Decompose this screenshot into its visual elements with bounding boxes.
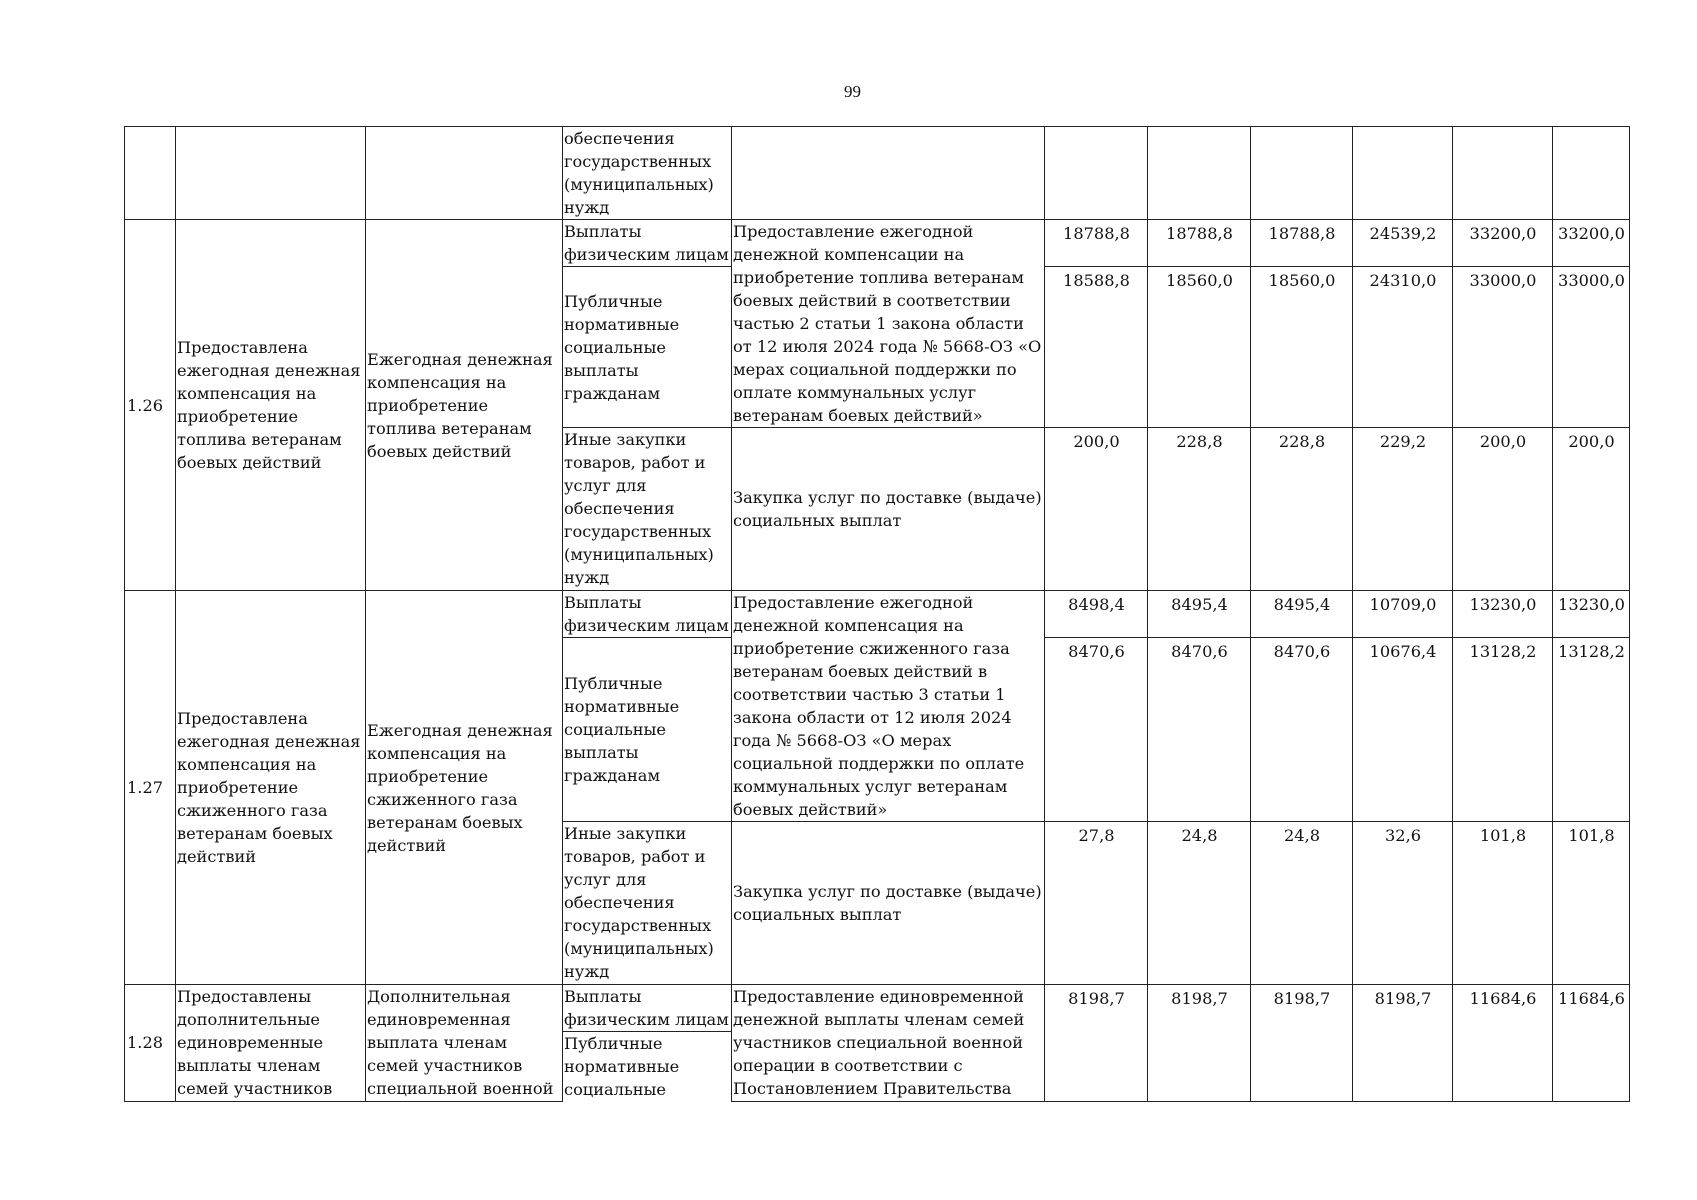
cell-value (1553, 127, 1630, 220)
cell-expense-type: Иные закупки товаров, работ и услуг для обеспечения государственных (муниципальных) нужд (563, 822, 732, 985)
cell-expense-type: Выплаты физическим лицам (563, 220, 732, 267)
cell-value: 8198,7 (1353, 985, 1453, 1102)
cell-value: 18560,0 (1251, 267, 1353, 428)
cell-code (125, 127, 176, 220)
cell-value: 10676,4 (1353, 638, 1453, 822)
table-row (125, 220, 1630, 267)
cell-expense-type: Публичные нормативные социальные (563, 1032, 732, 1102)
cell-value: 32,6 (1353, 822, 1453, 985)
cell-event: Дополнительная единовременная выплата членам семей участников специальной военной (366, 985, 563, 1102)
cell-value: 13128,2 (1453, 638, 1553, 822)
cell-value: 13230,0 (1553, 591, 1630, 638)
cell-description (732, 127, 1045, 220)
cell-value: 18560,0 (1148, 267, 1251, 428)
cell-expense-type: Выплаты физическим лицам (563, 591, 732, 638)
cell-value (1148, 127, 1251, 220)
cell-value: 33000,0 (1453, 267, 1553, 428)
cell-value: 8498,4 (1045, 591, 1148, 638)
cell-expense-type: Публичные нормативные социальные выплаты гражданам (563, 638, 732, 822)
cell-value: 13128,2 (1553, 638, 1630, 822)
table-row (125, 591, 1630, 638)
cell-value: 8495,4 (1148, 591, 1251, 638)
cell-value: 18788,8 (1045, 220, 1148, 267)
cell-result: Предоставлена ежегодная денежная компенсация на приобретение сжиженного газа ветеранам боевых действий (176, 591, 366, 985)
page-number: 99 (844, 82, 861, 101)
cell-value: 33200,0 (1453, 220, 1553, 267)
budget-table (124, 126, 1630, 1102)
cell-value: 18788,8 (1148, 220, 1251, 267)
cell-value: 228,8 (1251, 428, 1353, 591)
cell-value: 8470,6 (1251, 638, 1353, 822)
cell-description: Предоставление ежегодной денежной компенсации на приобретение топлива ветеранам боевых действий в соответствии частью 2 статьи 1 закона области от 12 июля 2024 года № 5668-ОЗ «О мерах социальной поддержки по оплате коммунальных услуг ветеранам боевых действий» (732, 220, 1045, 428)
cell-value: 24,8 (1251, 822, 1353, 985)
cell-event (366, 127, 563, 220)
cell-description: Предоставление единовременной денежной выплаты членам семей участников специальной военной операции в соответствии с Постановлением Правительства (732, 985, 1045, 1102)
cell-expense-type: обеспечения государственных (муниципальных) нужд (563, 127, 732, 220)
cell-value: 228,8 (1148, 428, 1251, 591)
cell-expense-type: Публичные нормативные социальные выплаты гражданам (563, 267, 732, 428)
cell-value: 18588,8 (1045, 267, 1148, 428)
cell-description: Предоставление ежегодной денежной компенсация на приобретение сжиженного газа ветеранам боевых действий в соответствии частью 3 статьи 1 закона области от 12 июля 2024 года № 5668-ОЗ «О мерах социальной поддержки по оплате коммунальных услуг ветеранам боевых действий» (732, 591, 1045, 822)
cell-event: Ежегодная денежная компенсация на приобретение топлива ветеранам боевых действий (366, 220, 563, 591)
cell-value: 24,8 (1148, 822, 1251, 985)
cell-value: 27,8 (1045, 822, 1148, 985)
cell-value: 8495,4 (1251, 591, 1353, 638)
cell-value: 200,0 (1453, 428, 1553, 591)
cell-value (1045, 127, 1148, 220)
cell-result: Предоставлена ежегодная денежная компенсация на приобретение топлива ветеранам боевых действий (176, 220, 366, 591)
cell-result: Предоставлены дополнительные единовременные выплаты членам семей участников (176, 985, 366, 1102)
cell-expense-type: Иные закупки товаров, работ и услуг для обеспечения государственных (муниципальных) нужд (563, 428, 732, 591)
cell-value: 8470,6 (1148, 638, 1251, 822)
cell-value: 101,8 (1553, 822, 1630, 985)
continuation-row (125, 127, 1630, 220)
table-row (125, 985, 1630, 1032)
cell-value: 33000,0 (1553, 267, 1630, 428)
cell-value: 10709,0 (1353, 591, 1453, 638)
cell-value (1453, 127, 1553, 220)
cell-code: 1.26 (125, 220, 176, 591)
cell-code: 1.27 (125, 591, 176, 985)
cell-code: 1.28 (125, 985, 176, 1102)
cell-value: 8198,7 (1251, 985, 1353, 1102)
cell-value: 24539,2 (1353, 220, 1453, 267)
cell-description: Закупка услуг по доставке (выдаче) социальных выплат (732, 428, 1045, 591)
cell-value: 8198,7 (1148, 985, 1251, 1102)
cell-value: 101,8 (1453, 822, 1553, 985)
cell-value: 13230,0 (1453, 591, 1553, 638)
cell-value: 229,2 (1353, 428, 1453, 591)
cell-expense-type: Выплаты физическим лицам (563, 985, 732, 1032)
cell-event: Ежегодная денежная компенсация на приобретение сжиженного газа ветеранам боевых действий (366, 591, 563, 985)
cell-value: 200,0 (1045, 428, 1148, 591)
cell-value: 11684,6 (1553, 985, 1630, 1102)
cell-description: Закупка услуг по доставке (выдаче) социальных выплат (732, 822, 1045, 985)
cell-value: 8470,6 (1045, 638, 1148, 822)
cell-value (1353, 127, 1453, 220)
cell-value: 8198,7 (1045, 985, 1148, 1102)
cell-value: 33200,0 (1553, 220, 1630, 267)
cell-value: 18788,8 (1251, 220, 1353, 267)
cell-result (176, 127, 366, 220)
cell-value (1251, 127, 1353, 220)
cell-value: 200,0 (1553, 428, 1630, 591)
cell-value: 11684,6 (1453, 985, 1553, 1102)
cell-value: 24310,0 (1353, 267, 1453, 428)
